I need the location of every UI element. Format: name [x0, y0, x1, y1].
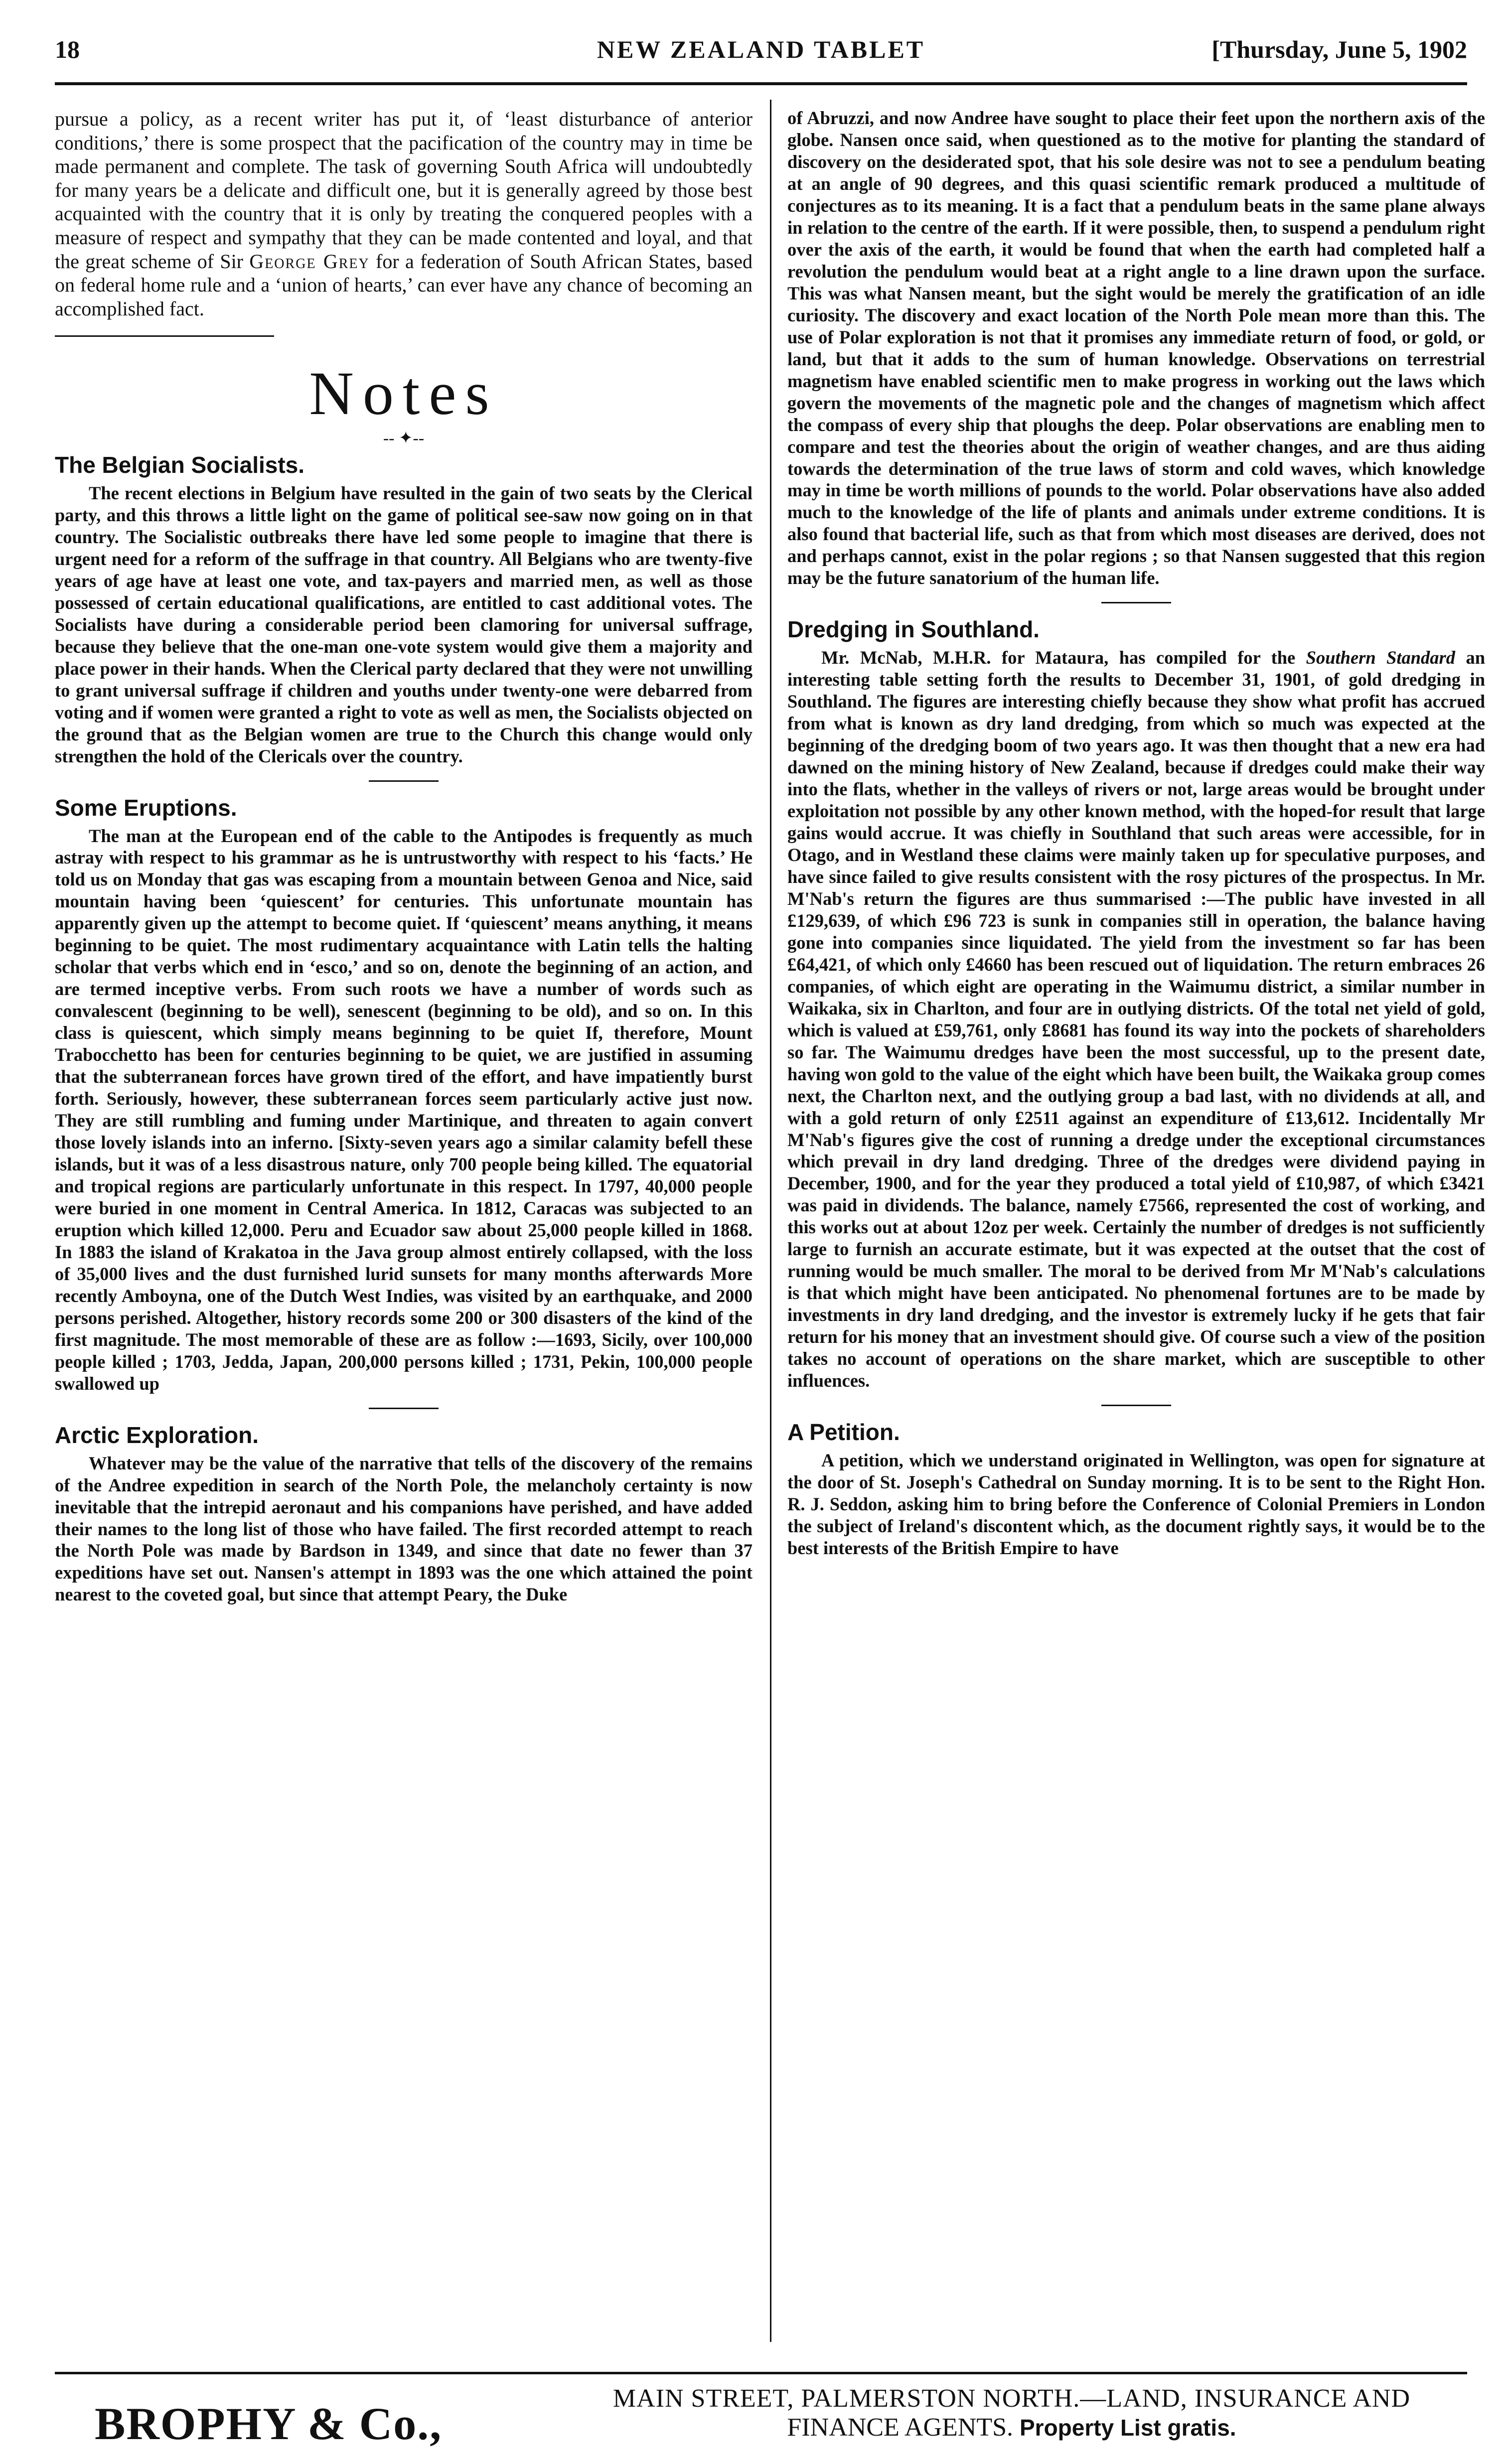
issue-date: [Thursday, June 5, 1902 — [1211, 35, 1467, 63]
arctic-article — [55, 1452, 753, 1606]
intro-name: George Grey — [249, 250, 370, 273]
ornament: -- ✦-- — [383, 429, 425, 448]
column-divider — [770, 100, 771, 2342]
intro-end-rule — [55, 335, 274, 337]
section-separator — [1101, 602, 1171, 603]
section-separator — [1101, 1405, 1171, 1406]
right-column — [787, 107, 1485, 1564]
advertisement-services-line — [558, 2413, 1465, 2442]
belgian-heading: The Belgian Socialists. — [55, 452, 305, 478]
section-separator — [369, 780, 439, 782]
dredging-article — [787, 647, 1485, 1392]
arctic-heading: Arctic Exploration. — [55, 1422, 259, 1448]
eruptions-body: The man at the European end of the cable to the Antipodes is frequently as much astray with respect to his grammar as he is untrustworthy with respect to his ‘facts.’ He told us on Monday that gas was escaping from a mountain between Genoa and Nice, said mountain having been ‘quiescent’ for centuries. This unfortunate mountain has apparently given up the attempt to become quiet. If ‘quiescent’ means anything, it means beginning to be quiet. The most rudimentary acquaintance with Latin tells the halting scholar that verbs which end in ‘esco,’ and so on, denote the beginning of an action, and are termed inceptive verbs. From such roots we have a number of words such as convalescent (beginning to be well), senescent (beginning to be old), and so on. In this class is quiescent, which simply means beginning to be quiet If, therefore, Mount Trabocchetto has been for centuries beginning to be quiet, we are justified in assuming that the subterranean forces have grown tired of the effort, and have impatiently burst forth. Seriously, however, these subterranean forces seem particularly active just now. They are still rumbling and fuming under Martinique, and threaten to again convert those lovely islands into an inferno. [Sixty-seven years ago a similar calamity befell these islands, but it was of a less disastrous nature, only 700 people being killed. The equatorial and tropical regions are particularly unfortunate in this respect. In 1797, 40,000 people were buried in one moment in Central America. In 1812, Caracas was subjected to an eruption which killed 12,000. Peru and Ecuador saw about 25,000 people killed in 1868. In 1883 the island of Krakatoa in the Java group almost entirely collapsed, with the loss of 35,000 lives and the dust furnished lurid sunsets for many months afterwards More recently Amboyna, one of the Dutch West Indies, was visited by an earthquake, and 2000 persons perished. Altogether, history records some 200 or 300 disasters of the kind of the first magnitude. The most memorable of these are as follow :—1693, Sicily, over 100,000 people killed ; 1703, Jedda, Japan, 200,000 persons killed ; 1731, Pekin, 100,000 people swallowed up — [55, 825, 753, 1394]
page-header — [55, 35, 1467, 75]
header-rule — [55, 82, 1467, 85]
belgian-article — [55, 482, 753, 767]
footer-advertisement — [55, 2384, 1467, 2449]
masthead-title: NEW ZEALAND TABLET — [597, 35, 925, 63]
left-column — [55, 107, 753, 1610]
intro-paragraph — [55, 107, 753, 320]
advertiser-name: BROPHY & Co., — [95, 2398, 443, 2449]
intro-tail: for a federation of South African States, based on federal home rule and a ‘union of hearts,’ can ever have any chance of becoming an accomplished fact. — [55, 250, 753, 320]
dredging-heading: Dredging in Southland. — [787, 616, 1040, 643]
petition-heading: A Petition. — [787, 1419, 900, 1446]
arctic-body: Whatever may be the value of the narrative that tells of the discovery of the remains of the Andree expedition in search of the North Pole, the melancholy certainty is now inevitable that the intrepid aeronaut and his companions have perished, and have added their names to the long list of those who have failed. The first recorded attempt to reach the North Pole was made by Bardson in 1349, and since that date no fewer than 37 expeditions have set out. Nansen's attempt in 1893 was the one which attained the point nearest to the coveted goal, but since that attempt Peary, the Duke — [55, 1452, 753, 1605]
advertisement-list-note: Property List gratis. — [1020, 2415, 1236, 2441]
arctic-continued-article — [787, 107, 1485, 589]
dredging-paragraph — [787, 647, 1485, 1392]
section-separator — [369, 1408, 439, 1409]
dredging-lead: Mr. McNab, M.H.R. for Mataura, has compiled for the — [821, 647, 1296, 668]
belgian-body: The recent elections in Belgium have resulted in the gain of two seats by the Clerical party, and this throws a little light on the game of political see-saw now going on in that country. The Socialistic outbreaks there have led some people to imagine that there is urgent need for a reform of the suffrage in that country. All Belgians who are twenty-five years of age have at least one vote, and tax-payers and married men, as well as those possessed of certain educational qualifications, are entitled to cast additional votes. The Socialists have during a considerable period been clamoring for universal suffrage, because they believe that the one-man one-vote system would give them a majority and place power in their hands. When the Clerical party declared that they were not unwilling to grant universal suffrage if children and youths under twenty-one were debarred from voting and if women were granted a right to vote as well as men, the Socialists objected on the ground that as the Belgian women are true to the Church this change would only strengthen the hold of the Clericals over the country. — [55, 483, 753, 766]
intro-article — [55, 107, 753, 320]
page-number: 18 — [55, 35, 80, 63]
notes-title: Notes — [309, 359, 498, 428]
eruptions-heading: Some Eruptions. — [55, 794, 237, 821]
petition-body: A petition, which we understand originated in Wellington, was open for signature at the door of St. Joseph's Cathedral on Sunday morning. It is to be sent to the Right Hon. R. J. Seddon, asking him to bring before the Conference of Colonial Premiers in London the subject of Ireland's discontent which, as the document rightly says, it would be to the best interests of the British Empire to have — [787, 1450, 1485, 1558]
intro-text: pursue a policy, as a recent writer has put it, of ‘least disturbance of anterior conditions,’ there is some prospect that the pacification of the country may in time be made permanent and complete. The task of governing South Africa will undoubtedly for many years be a delicate and difficult one, but it is generally agreed by those best acquainted with the country that it is only by treating the conquered peoples with a measure of respect and sympathy that they can be made contented and loyal, and that the great scheme of Sir — [55, 108, 753, 273]
dredging-body: an interesting table setting forth the results to December 31, 1901, of gold dredging in Southland. The figures are interesting chiefly because they show what profit has accrued from what is known as dry land dredging, from which so much was expected at the beginning of the dredging boom of two years ago. It was then thought that a new era had dawned on the mining history of New Zealand, because if dredges could make their way into the flats, whether in the valleys of rivers or not, large areas would be brought under exploitation not possible by any other known method, with the hoped-for result that large gains would accrue. It was chiefly in Southland that such areas were accessible, for in Otago, and in Westland these claims were mainly taken up for speculative purposes, and have since failed to give results consistent with the rosy pictures of the prospectus. In Mr. M'Nab's return the figures are thus summarised :—The public have invested in all £129,639, of which £96 723 is sunk in companies still in operation, the balance having gone into companies since liquidated. The yield from the investment so far has been £64,421, of which only £4660 has been rescued out of liquidation. The return embraces 26 companies, of which eight are operating in the Waimumu district, a similar number in Waikaka, six in Charlton, and four are in outlying districts. Of the total net yield of gold, which is valued at £59,761, only £8681 has found its way into the pockets of shareholders so far. The Waimumu dredges have been the most successful, up to the present date, having won gold to the value of the eight which have been built, the Waikaka group comes next, the Charlton next, and the outlying group a bad last, with no dividends at all, and with a gold return of only £2511 against an expenditure of £13,612. Incidentally Mr M'Nab's figures give the cost of running a dredge under the exceptional circumstances which prevail in dry land dredging. Three of the dredges were dividend paying in December, 1900, and for the year they produced a total yield of £10,987, of which £3421 was paid in dividends. The balance, namely £7566, represented the cost of working, and this works out at about 12oz per week. Certainly the number of dredges is not sufficiently large to furnish an accurate estimate, but it was expected at the outset that the cost of running would be much smaller. The moral to be derived from Mr M'Nab's calculations is that which might have been anticipated. No phenomenal fortunes are to be made by investments in dry land dredging, and the investor is extremely lucky if he gets that fair return for his money that an investment should give. Of course such a view of the position takes no account of operations on the share market, which are susceptible to other influences. — [787, 647, 1485, 1391]
advertisement-text — [558, 2384, 1465, 2442]
advertisement-address: MAIN STREET, PALMERSTON NORTH.—LAND, INSURANCE AND — [612, 2384, 1411, 2413]
arctic-continued: of Abruzzi, and now Andree have sought to place their feet upon the northern axis of the globe. Nansen once said, when questioned as to the motive for planting the standard of discovery on the desiderated spot, that his sole desire was not to see a pendulum beating at an angle of 90 degrees, and this quasi scientific remark produced a multitude of conjectures as to its meaning. It is a fact that a pendulum beats in the same plane always in relation to the centre of the earth. If it were possible, then, to suspend a pendulum right over the axis of the earth, it would be found that when the earth had completed half a revolution the pendulum would beat at a right angle to a line drawn upon the surface. This was what Nansen meant, but the sight would be merely the gratification of an idle curiosity. The discovery and exact location of the North Pole mean more than this. The use of Polar exploration is not that it promises any immediate return of food, or gold, or land, but that it adds to the sum of human knowledge. Observations on terrestrial magnetism have enabled scientific men to make progress in working out the laws which govern the movements of the magnetic pole and the changes of magnetism which affect the compass of every ship that ploughs the deep. Polar observations are enabling men to compare and test the theories about the origin of weather changes, and are thus aiding towards the determination of the true laws of storm and cold waves, which knowledge may in time be worth millions of pounds to the world. Polar observations have also added much to the knowledge of the life of plants and animals under extreme conditions. It is also found that bacterial life, such as that from which most diseases are derived, does not and perhaps cannot, exist in the polar regions ; so that Nansen suggested that this region may be the future sanatorium of the human life. — [787, 108, 1485, 588]
eruptions-article — [55, 825, 753, 1395]
petition-article — [787, 1449, 1485, 1559]
footer-rule — [55, 2372, 1467, 2374]
dredging-paper: Southern Standard — [1306, 647, 1456, 668]
advertisement-services: FINANCE AGENTS. — [787, 2413, 1013, 2442]
